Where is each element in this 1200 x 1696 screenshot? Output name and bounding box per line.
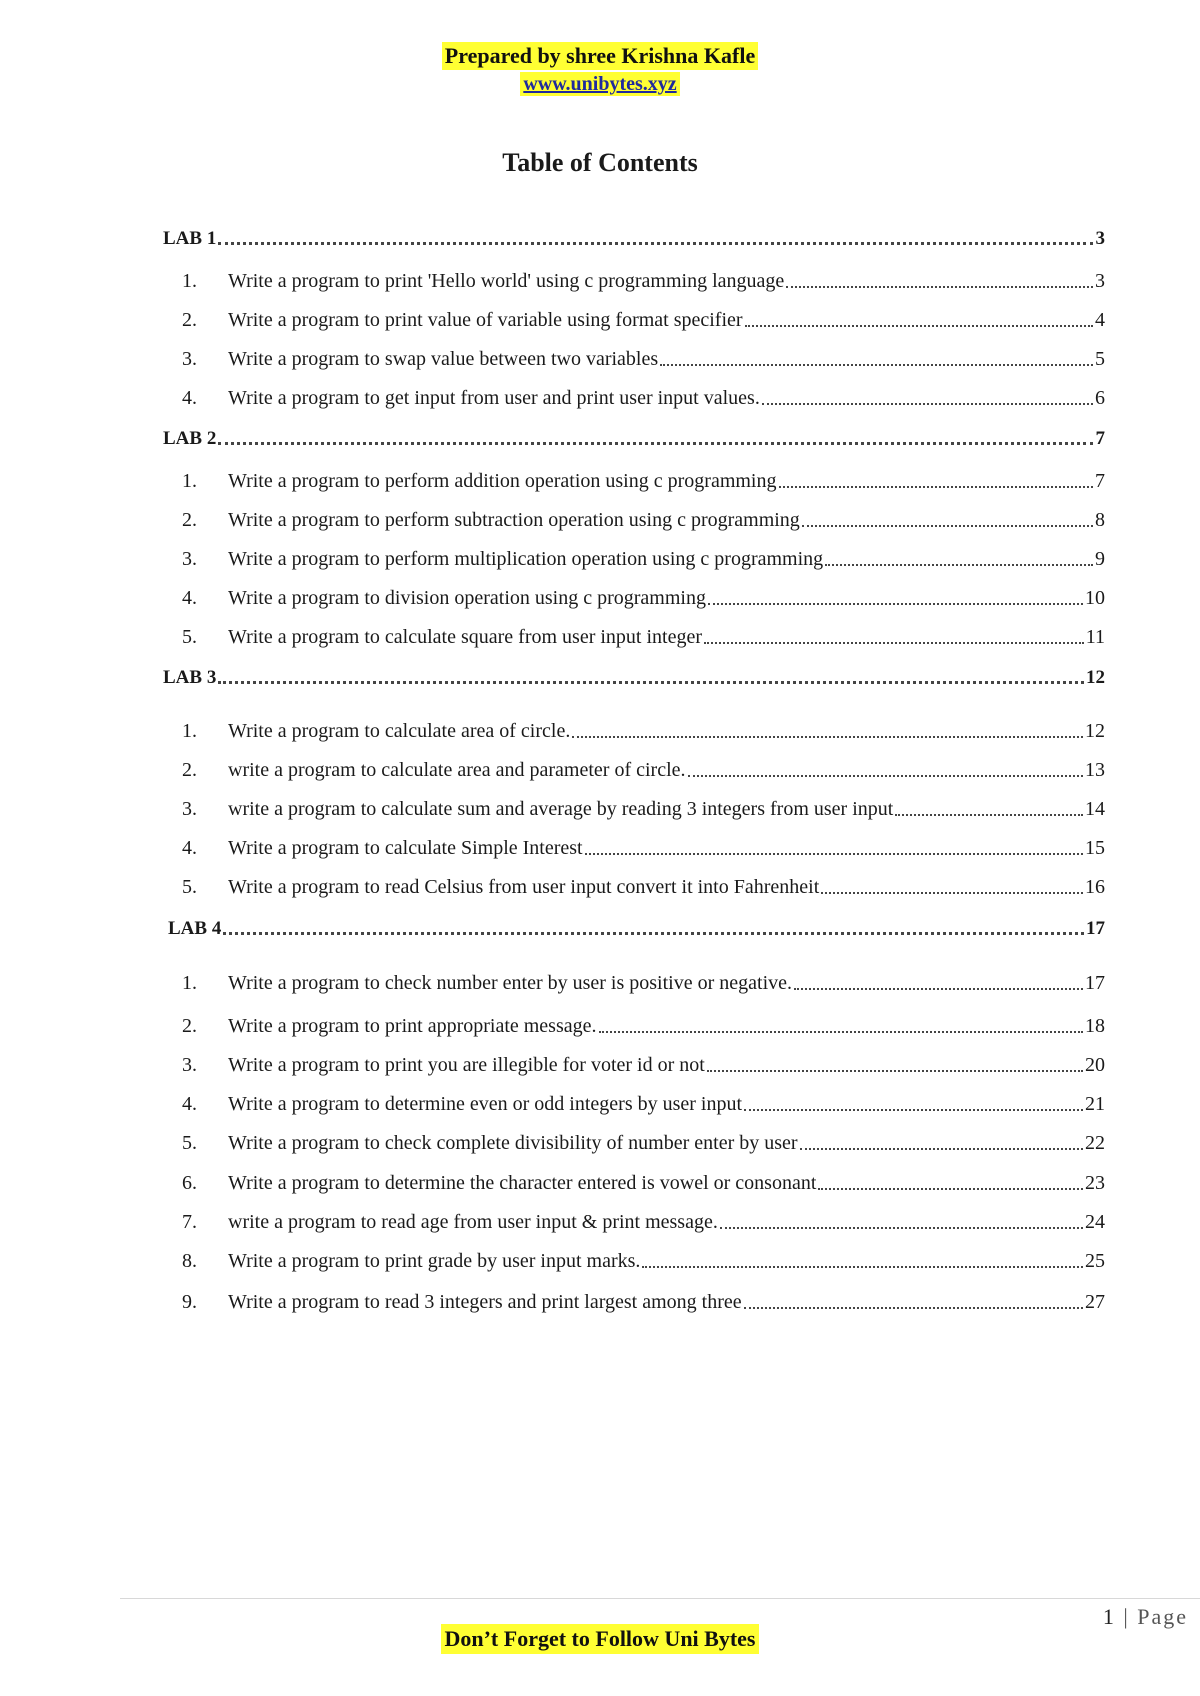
item-label: Write a program to perform addition operation using c programming bbox=[228, 470, 777, 492]
toc-item[interactable] bbox=[182, 587, 1105, 610]
dot-leader bbox=[825, 564, 1093, 566]
lab-label: LAB 2 bbox=[163, 428, 217, 449]
dot-leader bbox=[895, 814, 1083, 816]
item-page: 24 bbox=[1085, 1211, 1105, 1233]
toc-item[interactable] bbox=[182, 348, 1105, 371]
dot-leader bbox=[218, 442, 1093, 445]
item-label: Write a program to perform multiplication operation using c programming bbox=[228, 548, 824, 570]
item-label: write a program to read age from user input & print message. bbox=[228, 1211, 718, 1233]
toc-item[interactable] bbox=[182, 1250, 1105, 1273]
item-page: 8 bbox=[1095, 509, 1105, 531]
item-number: 3. bbox=[182, 348, 197, 370]
item-page: 10 bbox=[1085, 587, 1105, 609]
item-label: Write a program to print you are illegible for voter id or not bbox=[228, 1054, 705, 1076]
item-page: 11 bbox=[1085, 626, 1105, 648]
item-number: 2. bbox=[182, 509, 197, 531]
toc-item[interactable] bbox=[182, 1015, 1105, 1038]
item-label: Write a program to division operation using c programming bbox=[228, 587, 706, 609]
item-number: 4. bbox=[182, 837, 197, 859]
dot-leader bbox=[218, 681, 1084, 684]
dot-leader bbox=[660, 364, 1093, 366]
toc-item[interactable] bbox=[182, 1291, 1105, 1314]
dot-leader bbox=[744, 1109, 1083, 1111]
lab-label: LAB 1 bbox=[163, 228, 217, 249]
page-number-label: Page bbox=[1137, 1604, 1188, 1629]
item-label: write a program to calculate area and parameter of circle. bbox=[228, 759, 686, 781]
item-number: 2. bbox=[182, 309, 197, 331]
toc-lab-1[interactable] bbox=[163, 228, 1105, 250]
toc-title: Table of Contents bbox=[502, 148, 698, 177]
dot-leader bbox=[745, 325, 1093, 327]
lab-label: LAB 4 bbox=[168, 918, 222, 939]
item-number: 9. bbox=[182, 1291, 197, 1313]
item-number: 1. bbox=[182, 972, 197, 994]
item-number: 1. bbox=[182, 470, 197, 492]
toc-item[interactable] bbox=[182, 876, 1105, 899]
item-page: 25 bbox=[1085, 1250, 1105, 1272]
page-header bbox=[0, 42, 1200, 96]
dot-leader bbox=[223, 932, 1084, 935]
item-number: 5. bbox=[182, 876, 197, 898]
item-page: 16 bbox=[1085, 876, 1105, 898]
item-page: 18 bbox=[1085, 1015, 1105, 1037]
item-label: write a program to calculate sum and average by reading 3 integers from user input bbox=[228, 798, 894, 820]
dot-leader bbox=[800, 1148, 1083, 1150]
item-label: Write a program to calculate Simple Interest bbox=[228, 837, 583, 859]
item-label: Write a program to calculate square from user input integer bbox=[228, 626, 703, 648]
item-page: 6 bbox=[1095, 387, 1105, 409]
item-page: 9 bbox=[1095, 548, 1105, 570]
dot-leader bbox=[704, 642, 1084, 644]
item-page: 22 bbox=[1085, 1132, 1105, 1154]
item-label: Write a program to calculate area of circle. bbox=[228, 720, 571, 742]
item-page: 20 bbox=[1085, 1054, 1105, 1076]
item-page: 13 bbox=[1085, 759, 1105, 781]
item-page: 5 bbox=[1095, 348, 1105, 370]
dot-leader bbox=[744, 1307, 1083, 1309]
toc-item[interactable] bbox=[182, 759, 1105, 782]
dot-leader bbox=[688, 775, 1083, 777]
dot-leader bbox=[802, 525, 1093, 527]
item-page: 14 bbox=[1085, 798, 1105, 820]
dot-leader bbox=[786, 286, 1093, 288]
item-page: 7 bbox=[1095, 470, 1105, 492]
toc-item[interactable] bbox=[182, 1211, 1105, 1234]
toc-item[interactable] bbox=[182, 1093, 1105, 1116]
lab-page: 3 bbox=[1095, 228, 1105, 249]
item-page: 15 bbox=[1085, 837, 1105, 859]
item-number: 1. bbox=[182, 270, 197, 292]
item-number: 2. bbox=[182, 1015, 197, 1037]
item-label: Write a program to swap value between two variables bbox=[228, 348, 659, 370]
toc-item[interactable] bbox=[182, 972, 1105, 995]
toc-item[interactable] bbox=[182, 1054, 1105, 1077]
dot-leader bbox=[818, 1188, 1083, 1190]
website-highlight bbox=[520, 72, 679, 96]
item-page: 4 bbox=[1095, 309, 1105, 331]
author-line: Prepared by shree Krishna Kafle bbox=[442, 42, 758, 70]
item-page: 12 bbox=[1085, 720, 1105, 742]
lab-label: LAB 3 bbox=[163, 667, 217, 688]
dot-leader bbox=[599, 1031, 1083, 1033]
dot-leader bbox=[572, 736, 1083, 738]
item-page: 23 bbox=[1085, 1172, 1105, 1194]
footer-message: Don’t Forget to Follow Uni Bytes bbox=[441, 1624, 758, 1654]
item-number: 6. bbox=[182, 1172, 197, 1194]
toc-item[interactable] bbox=[182, 470, 1105, 493]
toc-item[interactable] bbox=[182, 626, 1105, 649]
item-number: 1. bbox=[182, 720, 197, 742]
lab-page: 12 bbox=[1086, 667, 1105, 688]
item-label: Write a program to check complete divisibility of number enter by user bbox=[228, 1132, 798, 1154]
page-number-separator: | bbox=[1123, 1604, 1130, 1629]
item-label: Write a program to check number enter by user is positive or negative. bbox=[228, 972, 793, 994]
lab-page: 17 bbox=[1086, 918, 1105, 939]
toc-item[interactable] bbox=[182, 387, 1105, 410]
dot-leader bbox=[707, 1070, 1083, 1072]
toc-lab-2[interactable] bbox=[163, 428, 1105, 450]
dot-leader bbox=[794, 988, 1083, 990]
item-number: 4. bbox=[182, 1093, 197, 1115]
page-footer bbox=[0, 1624, 1200, 1654]
toc-item[interactable] bbox=[182, 798, 1105, 821]
item-page: 17 bbox=[1085, 972, 1105, 994]
item-number: 3. bbox=[182, 1054, 197, 1076]
toc-item[interactable] bbox=[182, 309, 1105, 332]
toc-item[interactable] bbox=[182, 1132, 1105, 1155]
item-page: 27 bbox=[1085, 1291, 1105, 1313]
item-label: Write a program to read Celsius from user input convert it into Fahrenheit bbox=[228, 876, 820, 898]
item-number: 7. bbox=[182, 1211, 197, 1233]
page-number-value: 1 bbox=[1102, 1604, 1116, 1629]
item-number: 4. bbox=[182, 587, 197, 609]
dot-leader bbox=[762, 403, 1093, 405]
item-label: Write a program to read 3 integers and print largest among three bbox=[228, 1291, 742, 1313]
toc-item[interactable] bbox=[182, 509, 1105, 532]
dot-leader bbox=[218, 242, 1093, 245]
item-label: Write a program to perform subtraction operation using c programming bbox=[228, 509, 800, 531]
dot-leader bbox=[642, 1266, 1083, 1268]
item-number: 5. bbox=[182, 626, 197, 648]
toc-lab-3[interactable] bbox=[163, 667, 1105, 689]
website-link[interactable]: www.unibytes.xyz bbox=[523, 73, 677, 95]
footer-divider bbox=[120, 1598, 1200, 1599]
toc-item[interactable] bbox=[182, 1172, 1105, 1195]
lab-page: 7 bbox=[1095, 428, 1105, 449]
item-label: Write a program to print 'Hello world' using c programming language bbox=[228, 270, 785, 292]
item-label: Write a program to print appropriate message. bbox=[228, 1015, 597, 1037]
item-number: 3. bbox=[182, 798, 197, 820]
item-label: Write a program to get input from user and print user input values. bbox=[228, 387, 760, 409]
dot-leader bbox=[779, 486, 1094, 488]
toc-item[interactable] bbox=[182, 270, 1105, 293]
toc-item[interactable] bbox=[182, 720, 1105, 743]
dot-leader bbox=[720, 1227, 1083, 1229]
item-number: 8. bbox=[182, 1250, 197, 1272]
dot-leader bbox=[585, 853, 1083, 855]
dot-leader bbox=[821, 892, 1083, 894]
dot-leader bbox=[708, 603, 1083, 605]
item-number: 4. bbox=[182, 387, 197, 409]
toc-item[interactable] bbox=[182, 548, 1105, 571]
item-number: 2. bbox=[182, 759, 197, 781]
item-number: 3. bbox=[182, 548, 197, 570]
item-label: Write a program to print grade by user input marks. bbox=[228, 1250, 641, 1272]
toc-lab-4[interactable] bbox=[168, 918, 1105, 940]
item-number: 5. bbox=[182, 1132, 197, 1154]
item-page: 3 bbox=[1095, 270, 1105, 292]
item-label: Write a program to determine even or odd integers by user input bbox=[228, 1093, 743, 1115]
item-label: Write a program to determine the character entered is vowel or consonant bbox=[228, 1172, 817, 1194]
toc-item[interactable] bbox=[182, 837, 1105, 860]
item-page: 21 bbox=[1085, 1093, 1105, 1115]
item-label: Write a program to print value of variable using format specifier bbox=[228, 309, 743, 331]
